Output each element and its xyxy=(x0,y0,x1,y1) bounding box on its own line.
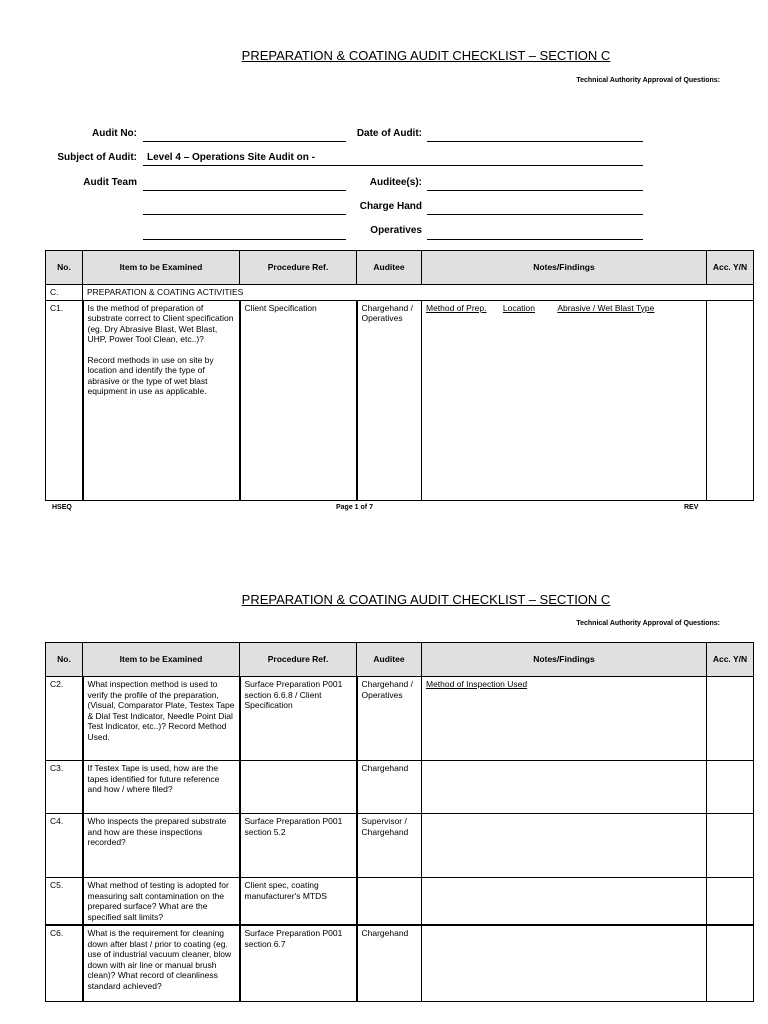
row-auditee: Chargehand xyxy=(357,925,422,1001)
page1-approval-label: Technical Authority Approval of Questions: xyxy=(576,77,720,84)
notes-method-of-inspection: Method of Inspection Used xyxy=(426,679,528,689)
row-procedure: Surface Preparation P001 section 5.2 xyxy=(240,814,357,878)
notes-abrasive-type: Abrasive / Wet Blast Type xyxy=(557,302,655,313)
row-procedure: Client Specification xyxy=(240,300,357,500)
col-header-notes: Notes/Findings xyxy=(422,251,707,285)
auditees-label: Auditee(s): xyxy=(369,177,422,188)
auditees-field[interactable] xyxy=(427,190,643,191)
operatives-label: Operatives xyxy=(370,225,422,236)
col-header-auditee: Auditee xyxy=(357,643,422,677)
row-auditee: Chargehand xyxy=(357,761,422,814)
audit-no-field[interactable] xyxy=(143,141,346,142)
row-no: C6. xyxy=(46,925,83,1001)
table-row xyxy=(46,878,754,926)
row-acc[interactable] xyxy=(707,300,754,500)
row-acc[interactable] xyxy=(707,677,754,761)
row-no: C4. xyxy=(46,814,83,878)
row-notes[interactable] xyxy=(422,814,707,878)
row-no: C2. xyxy=(46,677,83,761)
col-header-procedure: Procedure Ref. xyxy=(240,643,357,677)
row-no: C1. xyxy=(46,300,83,500)
row-auditee: Chargehand / Operatives xyxy=(357,677,422,761)
row-item-question: Is the method of preparation of substrate correct to Client specification (eg. Dry Abrasive Blast, Wet Blast, UHP, Power Tool Clean, etc..)? xyxy=(87,302,234,344)
page2-approval-label: Technical Authority Approval of Questions: xyxy=(576,620,720,627)
page1-checklist-table xyxy=(45,250,754,501)
audit-team-field-2[interactable] xyxy=(143,214,346,215)
col-header-item: Item to be Examined xyxy=(83,251,240,285)
charge-hand-label: Charge Hand xyxy=(359,201,422,212)
page2-title: PREPARATION & COATING AUDIT CHECKLIST – SECTION C xyxy=(241,592,611,607)
row-acc[interactable] xyxy=(707,814,754,878)
page2-checklist-table xyxy=(45,642,754,1002)
date-of-audit-label: Date of Audit: xyxy=(356,128,422,139)
footer-left: HSEQ xyxy=(52,504,72,511)
row-procedure: Surface Preparation P001 section 6.6.8 / Client Specification xyxy=(240,677,357,761)
audit-team-label: Audit Team xyxy=(83,177,137,188)
table-row xyxy=(46,761,754,814)
subject-of-audit-value: Level 4 – Operations Site Audit on - xyxy=(147,152,315,163)
col-header-notes: Notes/Findings xyxy=(422,643,707,677)
audit-team-field-1[interactable] xyxy=(143,190,346,191)
row-procedure: Surface Preparation P001 section 6.7 xyxy=(240,925,357,1001)
row-item: What method of testing is adopted for measuring salt contamination on the prepared surface? What are the specified salt limits? xyxy=(83,878,240,926)
col-header-no: No. xyxy=(46,251,83,285)
col-header-auditee: Auditee xyxy=(357,251,422,285)
col-header-acc: Acc. Y/N xyxy=(707,251,754,285)
row-notes[interactable] xyxy=(422,761,707,814)
footer-rev: REV xyxy=(684,504,699,511)
row-procedure xyxy=(240,761,357,814)
row-auditee: Chargehand / Operatives xyxy=(357,300,422,500)
row-acc[interactable] xyxy=(707,761,754,814)
row-auditee xyxy=(357,878,422,926)
notes-method-of-prep: Method of Prep. xyxy=(426,302,487,313)
subject-of-audit-field[interactable] xyxy=(143,165,643,166)
notes-location: Location xyxy=(502,302,535,313)
audit-team-field-3[interactable] xyxy=(143,239,346,240)
row-item xyxy=(83,300,240,500)
col-header-procedure: Procedure Ref. xyxy=(240,251,357,285)
table-row xyxy=(46,677,754,761)
col-header-item: Item to be Examined xyxy=(83,643,240,677)
row-item: What inspection method is used to verify the profile of the preparation, (Visual, Comparator Plate, Testex Tape & Dial Test Indicator, Needle Point Dial Test Indicator, etc..)? Record Method Used. xyxy=(83,677,240,761)
row-auditee: Supervisor / Chargehand xyxy=(357,814,422,878)
row-notes[interactable] xyxy=(422,677,707,761)
row-notes[interactable] xyxy=(422,925,707,1001)
page1-title: PREPARATION & COATING AUDIT CHECKLIST – SECTION C xyxy=(241,48,611,63)
row-item-instruction: Record methods in use on site by location and identify the type of abrasive or the type of wet blast equipment in use as applicable. xyxy=(87,354,214,396)
row-no: C5. xyxy=(46,878,83,926)
row-item: What is the requirement for cleaning down after blast / prior to coating (eg. use of industrial vacuum cleaner, blow down with air line or manual brush clean)? What record of cleanliness standard achieved? xyxy=(83,925,240,1001)
date-of-audit-field[interactable] xyxy=(427,141,643,142)
row-notes[interactable] xyxy=(422,878,707,926)
row-acc[interactable] xyxy=(707,878,754,926)
row-notes[interactable] xyxy=(422,300,707,500)
row-procedure: Client spec, coating manufacturer's MTDS xyxy=(240,878,357,926)
table-row xyxy=(46,300,754,500)
col-header-acc: Acc. Y/N xyxy=(707,643,754,677)
section-row xyxy=(46,285,754,301)
table-row xyxy=(46,925,754,1001)
row-acc[interactable] xyxy=(707,925,754,1001)
section-label: PREPARATION & COATING ACTIVITIES xyxy=(83,285,754,301)
audit-no-label: Audit No: xyxy=(92,128,137,139)
table-row xyxy=(46,814,754,878)
charge-hand-field[interactable] xyxy=(427,214,643,215)
row-item: Who inspects the prepared substrate and how are these inspections recorded? xyxy=(83,814,240,878)
row-item: If Testex Tape is used, how are the tapes identified for future reference and how / where filed? xyxy=(83,761,240,814)
operatives-field[interactable] xyxy=(427,239,643,240)
subject-of-audit-label: Subject of Audit: xyxy=(57,152,137,163)
col-header-no: No. xyxy=(46,643,83,677)
section-no: C. xyxy=(46,285,83,301)
footer-page-number: Page 1 of 7 xyxy=(336,504,373,511)
row-no: C3. xyxy=(46,761,83,814)
